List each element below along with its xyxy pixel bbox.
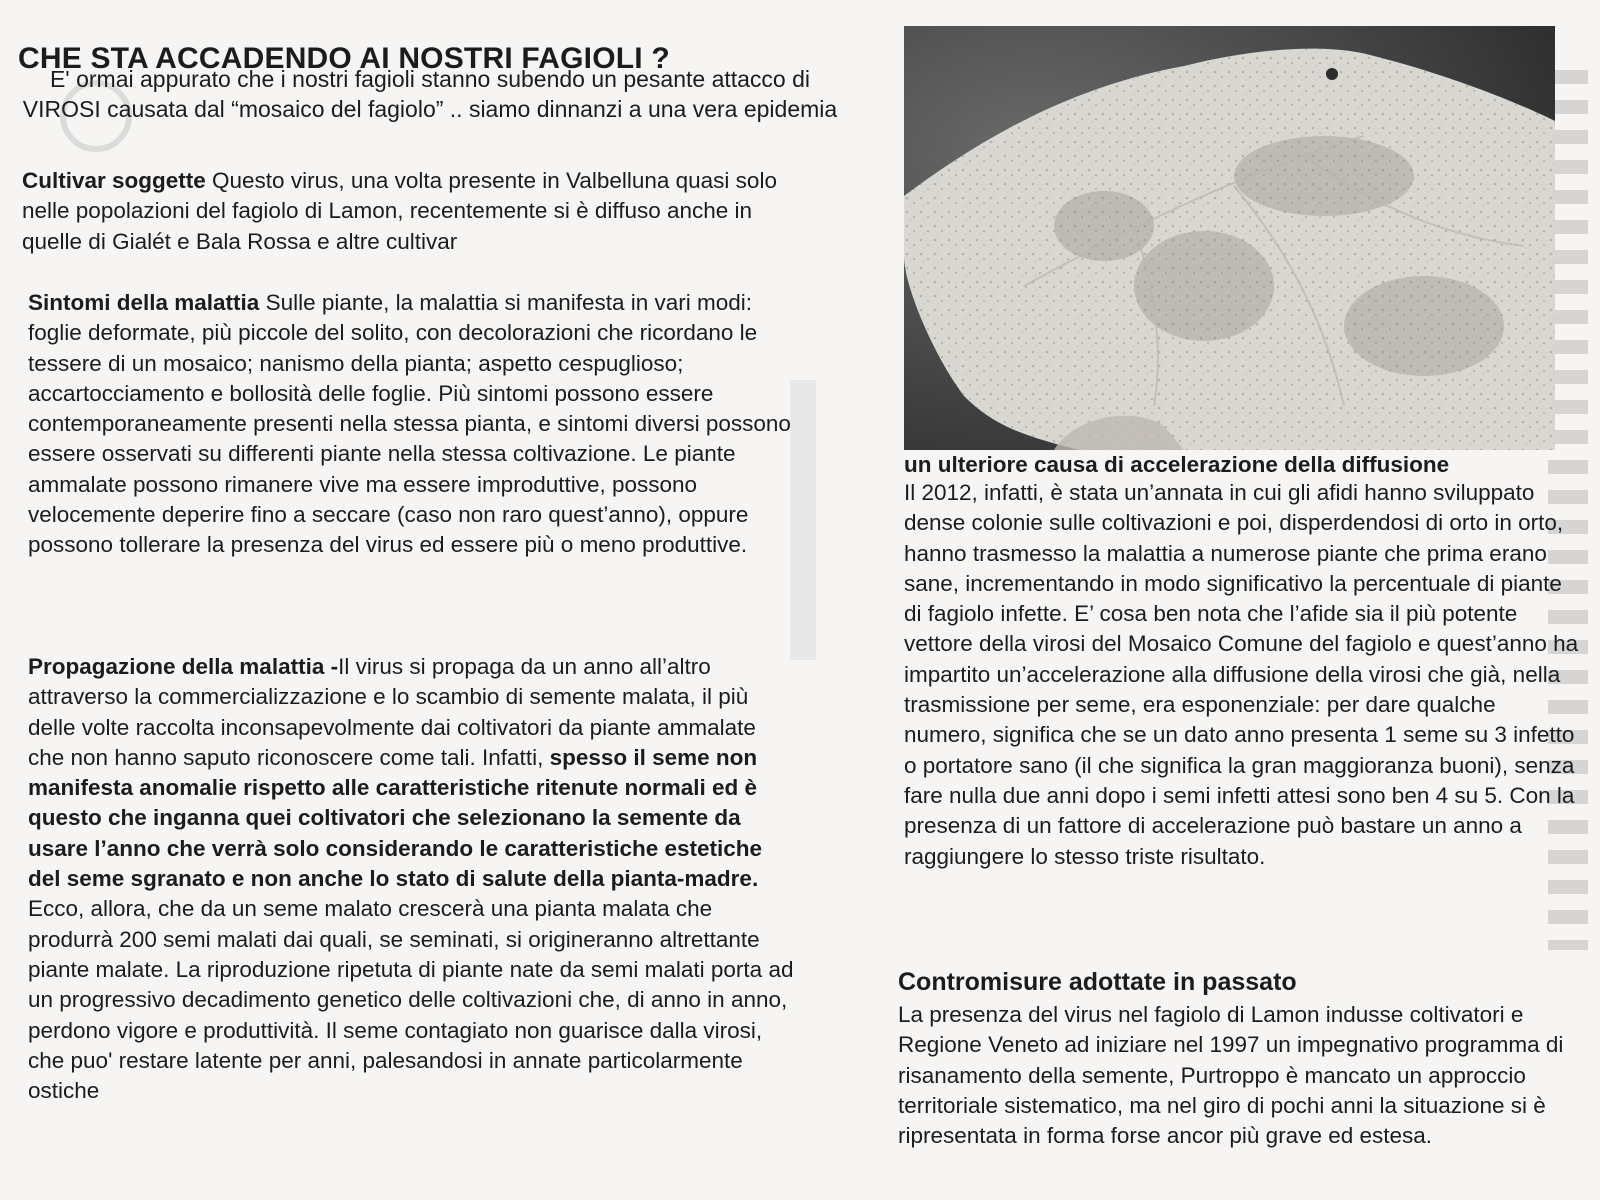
intro-paragraph: E' ormai appurato che i nostri fagioli stanno subendo un pesante attacco di VIROSI causata dal “mosaico del fagiolo” .. siamo dinnanzi a una vera epidemia [22, 66, 838, 122]
paragraph-sintomi [28, 288, 798, 561]
propagazione-text-2: Ecco, allora, che da un seme malato crescerà una pianta malata che produrrà 200 semi malati dai quali, se seminati, si origineranno altrettante piante malate. La riproduzione ripetuta di piante nate da semi malati porta ad un progressivo decadimento genetico delle coltivazioni che, di anno in anno, perdono vigore e produttività. Il seme contagiato non guarisce dalla virosi, che puo' restare latente per anni, palesandosi in annate particolarmente ostiche [28, 896, 794, 1104]
sintomi-text: Sulle piante, la malattia si manifesta in vari modi: foglie deformate, più piccole del solito, con decolorazioni che ricordano le tessere di un mosaico; nanismo della pianta; aspetto cespuglioso; accartocciamento e bollosità delle foglie. Più sintomi possono essere contemporaneamente presenti nella stessa pianta, e sintomi diversi possono essere osservati su differenti piante nella stessa coltivazione. Le piante ammalate possono rimanere vive ma essere improduttive, possono velocemente deperire fino a seccare (caso non raro quest’anno), oppure possono tollerare la presenza del virus ed essere più o meno produttive. [28, 290, 791, 558]
cultivar-heading: Cultivar soggette [22, 168, 206, 193]
contromisure-heading: Contromisure adottate in passato [898, 968, 1297, 996]
paragraph-propagazione [28, 652, 798, 1106]
sintomi-heading: Sintomi della malattia [28, 290, 260, 315]
paragraph-afidi: Il 2012, infatti, è stata un’annata in cui gli afidi hanno sviluppato dense colonie sulle coltivazioni e poi, disperdendosi di orto in orto, hanno trasmesso la malattia a numerose piante che prima erano sane, incrementando in modo significativo la percentuale di piante di fagiolo infette. E’ cosa ben nota che l’afide sia il più potente vettore della virosi del Mosaico Comune del fagiolo e quest’anno ha impartito un’accelerazione alla diffusione della virosi che già, nella trasmissione per seme, era esponenziale: per dare qualche numero, significa che se un dato anno presenta 1 seme su 3 infetto o portatore sano (il che significa la gran maggioranza buoni), senza fare nulla due anni dopo i semi infetti attesi sono ben 4 su 5. Con la presenza di un fattore di accelerazione può bastare un anno a raggiungere lo stesso triste risultato. [904, 480, 1579, 869]
leaf-mosaic-photo [904, 26, 1555, 450]
paragraph-contromisure: La presenza del virus nel fagiolo di Lamon indusse coltivatori e Regione Veneto ad iniziare nel 1997 un impegnativo programma di risanamento della semente, Purtroppo è mancato un approccio territoriale sistematico, ma nel giro di pochi anni la situazione si è ripresentata in forma forse ancor più grave ed estesa. [898, 1002, 1564, 1149]
propagazione-heading: Propagazione della malattia - [28, 654, 339, 679]
propagazione-bold-text: spesso il seme non manifesta anomalie rispetto alle caratteristiche ritenute normali ed è questo che inganna quei coltivatori che selezionano la semente da usare l’anno che verrà solo considerando le caratteristiche estetiche del seme sgranato e non anche lo stato di salute della pianta-madre. [28, 744, 763, 892]
cultivar-text: Questo virus, una volta presente in Valbelluna quasi solo nelle popolazioni del fagiolo di Lamon, recentemente si è diffuso anche in quelle di Gialét e Bala Rossa e altre cultivar [22, 168, 777, 254]
leaf-illustration [904, 26, 1555, 450]
afidi-heading: un ulteriore causa di accelerazione della diffusione [904, 452, 1450, 477]
propagazione-text-1: Il virus si propaga da un anno all’altro attraverso la commercializzazione e lo scambio di semente malata, il più delle volte raccolta inconsapevolmente dai coltivatori da piante ammalate che non hanno saputo riconoscere come tali. Infatti, [28, 654, 756, 770]
page-title: CHE STA ACCADENDO AI NOSTRI FAGIOLI ? [18, 42, 670, 76]
paragraph-cultivar [22, 166, 792, 257]
